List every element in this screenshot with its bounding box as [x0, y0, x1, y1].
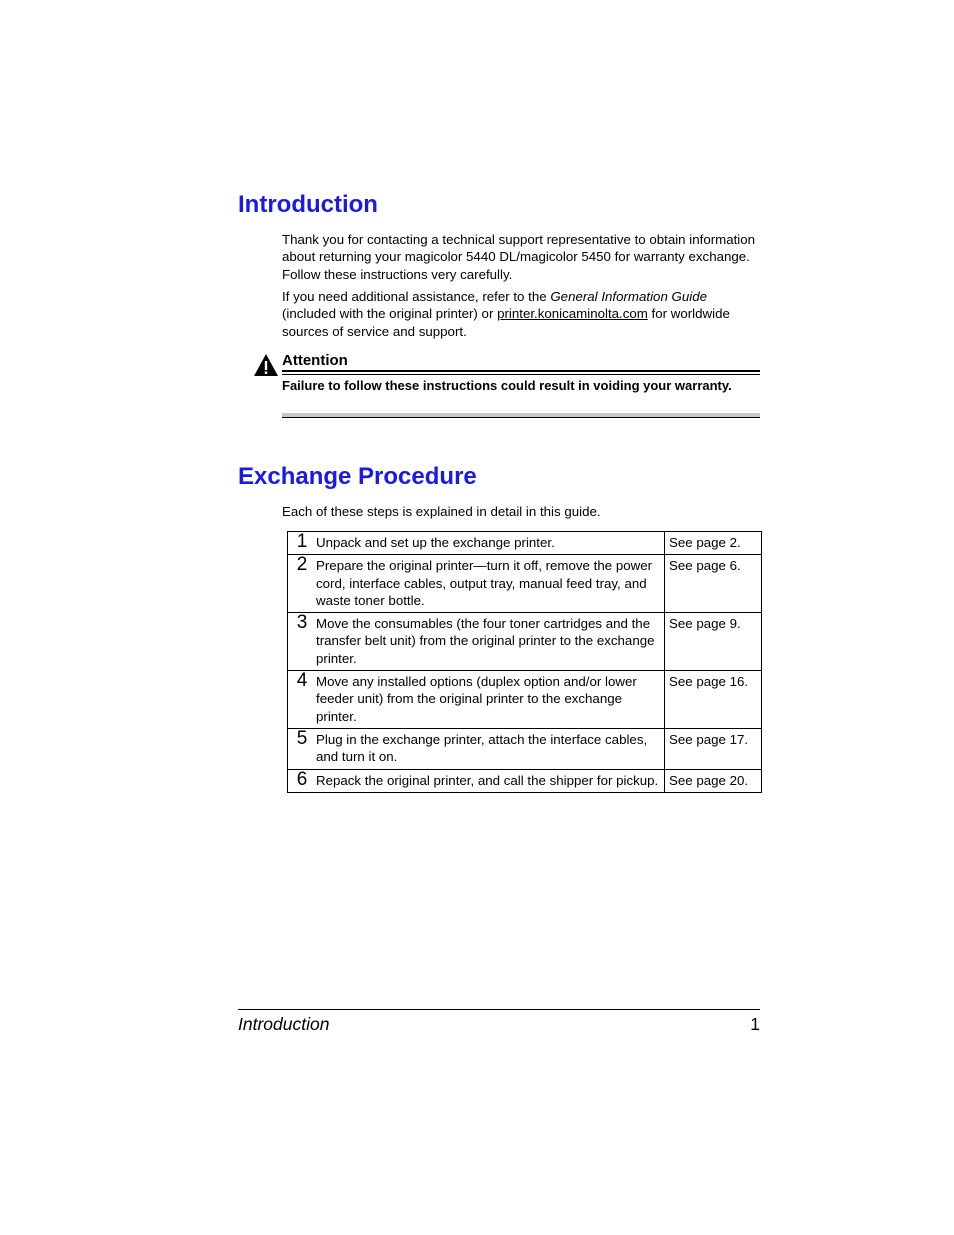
step-page-ref: See page 2.	[665, 532, 762, 555]
footer-page-number: 1	[750, 1014, 760, 1034]
footer-rule	[238, 1009, 760, 1010]
step-page-ref: See page 9.	[665, 613, 762, 671]
table-row	[288, 555, 762, 613]
step-page-ref: See page 6.	[665, 555, 762, 613]
table-row	[288, 671, 762, 729]
steps-table	[287, 531, 762, 793]
step-number: 4	[296, 670, 308, 692]
step-text: Plug in the exchange printer, attach the interface cables, and turn it on.	[316, 731, 648, 765]
attention-rule-bottom	[282, 417, 760, 418]
table-row	[288, 532, 762, 555]
para2-mid: (included with the original printer) or	[282, 306, 498, 322]
step-text: Prepare the original printer—turn it off, remove the power cord, interface cables, output tray, manual feed tray, and waste toner bottle.	[316, 558, 653, 608]
attention-title: Attention	[282, 352, 348, 369]
attention-text: Failure to follow these instructions could result in voiding your warranty.	[282, 378, 732, 393]
step-cell	[288, 728, 665, 769]
step-cell	[288, 555, 665, 613]
exchange-intro: Each of these steps is explained in detail in this guide.	[282, 504, 601, 519]
step-cell	[288, 671, 665, 729]
step-text: Move any installed options (duplex option and/or lower feeder unit) from the original printer to the exchange printer.	[316, 674, 637, 724]
step-number: 2	[296, 554, 308, 576]
warning-triangle-icon	[253, 353, 279, 377]
step-number: 3	[296, 612, 308, 634]
step-cell	[288, 613, 665, 671]
table-row	[288, 613, 762, 671]
konicaminolta-link[interactable]: printer.konicaminolta.com	[497, 306, 648, 322]
attention-rule-top-thin	[282, 374, 760, 375]
attention-rule-top	[282, 370, 760, 372]
table-row	[288, 728, 762, 769]
para2-before: If you need additional assistance, refer to the	[282, 289, 551, 304]
guide-title: General Information Guide	[550, 289, 708, 304]
exchange-heading: Exchange Procedure	[238, 463, 477, 490]
intro-heading: Introduction	[238, 191, 378, 218]
footer-section-title: Introduction	[238, 1014, 330, 1034]
step-text: Unpack and set up the exchange printer.	[316, 535, 555, 550]
step-page-ref: See page 20.	[665, 769, 762, 792]
step-text: Repack the original printer, and call the shipper for pickup.	[316, 772, 659, 788]
step-number: 5	[296, 727, 308, 749]
step-number: 6	[296, 768, 308, 790]
step-page-ref: See page 16.	[665, 671, 762, 729]
step-cell	[288, 532, 665, 555]
step-page-ref: See page 17.	[665, 728, 762, 769]
para2-after: for worldwide sources of service and support.	[282, 306, 730, 339]
table-row	[288, 769, 762, 792]
step-text: Move the consumables (the four toner cartridges and the transfer belt unit) from the original printer to the exchange printer.	[316, 616, 655, 666]
intro-paragraph-2	[282, 288, 762, 340]
intro-paragraph-1: Thank you for contacting a technical support representative to obtain information about returning your magicolor 5440 DL/magicolor 5450 for warranty exchange. Follow these instructions very carefully.	[282, 232, 756, 282]
step-number: 1	[296, 531, 308, 552]
step-cell	[288, 769, 665, 792]
